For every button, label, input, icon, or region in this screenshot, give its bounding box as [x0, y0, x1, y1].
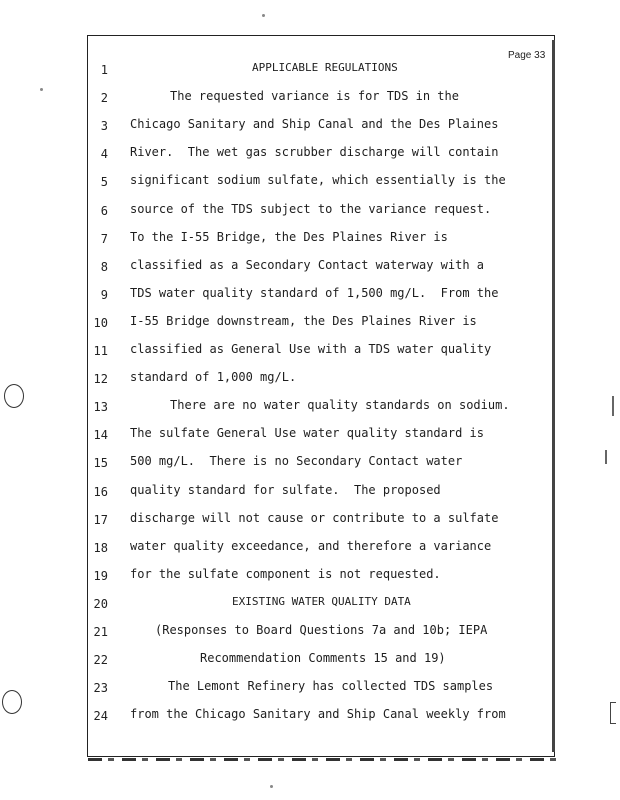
line-text: To the I-55 Bridge, the Des Plaines River is	[130, 229, 448, 244]
transcript-line	[0, 338, 620, 366]
line-number: 10	[93, 315, 108, 330]
line-text: standard of 1,000 mg/L.	[130, 370, 297, 385]
line-number: 14	[93, 428, 108, 443]
bottom-rule	[88, 758, 558, 761]
transcript-line	[0, 394, 620, 422]
line-number: 9	[100, 287, 108, 302]
transcript-line	[0, 226, 620, 254]
scan-speck	[270, 785, 273, 788]
line-number: 3	[100, 119, 108, 134]
line-text: I-55 Bridge downstream, the Des Plaines River is	[130, 313, 477, 328]
line-text: EXISTING WATER QUALITY DATA	[232, 594, 411, 608]
transcript-line	[0, 57, 620, 85]
line-number: 1	[100, 63, 108, 77]
line-text: The requested variance is for TDS in the	[170, 89, 459, 104]
scan-tick-mark	[605, 450, 607, 464]
transcript-line	[0, 169, 620, 197]
transcript-line	[0, 647, 620, 675]
transcript-line	[0, 310, 620, 338]
line-number: 15	[93, 456, 108, 471]
transcript-line	[0, 282, 620, 310]
line-text: from the Chicago Sanitary and Ship Canal weekly from	[130, 707, 506, 722]
transcript-line	[0, 591, 620, 619]
scan-bracket-mark	[610, 702, 616, 724]
punch-hole-mark	[2, 690, 22, 714]
scan-tick-mark	[612, 396, 614, 416]
transcript-line	[0, 254, 620, 282]
line-number: 17	[93, 512, 108, 527]
line-text: 500 mg/L. There is no Secondary Contact water	[130, 454, 463, 469]
page-number: Page 33	[508, 50, 546, 61]
line-number: 2	[100, 91, 108, 106]
line-number: 13	[93, 400, 108, 415]
line-number: 18	[93, 540, 108, 555]
transcript-line	[0, 450, 620, 478]
line-number: 21	[93, 625, 108, 639]
line-number: 5	[100, 175, 108, 190]
transcript-line	[0, 85, 620, 113]
line-text: quality standard for sulfate. The proposed	[130, 482, 441, 497]
line-number: 12	[93, 372, 108, 387]
line-text: TDS water quality standard of 1,500 mg/L. From the	[130, 285, 499, 300]
line-number: 8	[100, 259, 108, 274]
transcript-line	[0, 366, 620, 394]
line-text: There are no water quality standards on sodium.	[170, 398, 510, 413]
line-number: 16	[93, 484, 108, 499]
transcript-line	[0, 507, 620, 535]
transcript-line	[0, 141, 620, 169]
transcript-line	[0, 113, 620, 141]
line-number: 19	[93, 568, 108, 583]
line-text: Chicago Sanitary and Ship Canal and the Des Plaines	[130, 117, 499, 132]
line-number: 23	[93, 681, 108, 696]
transcript-line	[0, 198, 620, 226]
transcript-line	[0, 675, 620, 703]
line-text: classified as General Use with a TDS water quality	[130, 342, 492, 356]
line-text: APPLICABLE REGULATIONS	[252, 61, 398, 74]
line-text: discharge will not cause or contribute to a sulfate	[130, 510, 499, 525]
transcript-line	[0, 619, 620, 647]
transcript-line	[0, 703, 620, 731]
line-text: (Responses to Board Questions 7a and 10b; IEPA	[155, 623, 488, 637]
line-number: 24	[93, 709, 108, 724]
line-text: water quality exceedance, and therefore a variance	[130, 538, 492, 553]
line-number: 4	[100, 147, 108, 162]
scan-speck	[40, 88, 43, 91]
transcript-line	[0, 422, 620, 450]
line-text: significant sodium sulfate, which essentially is the	[130, 173, 506, 188]
transcript-line	[0, 479, 620, 507]
transcript-line	[0, 535, 620, 563]
line-number: 6	[100, 203, 108, 218]
punch-hole-mark	[4, 384, 24, 408]
line-text: Recommendation Comments 15 and 19)	[200, 651, 446, 666]
line-number: 11	[93, 344, 108, 358]
line-number: 22	[93, 653, 108, 668]
line-text: The Lemont Refinery has collected TDS samples	[168, 679, 494, 694]
line-text: classified as a Secondary Contact waterway with a	[130, 257, 485, 272]
scan-speck	[262, 14, 265, 17]
line-text: for the sulfate component is not requested.	[130, 566, 441, 581]
line-text: River. The wet gas scrubber discharge will contain	[130, 145, 499, 160]
transcript-line	[0, 563, 620, 591]
line-number: 20	[93, 596, 108, 611]
line-text: The sulfate General Use water quality standard is	[130, 426, 485, 441]
line-text: source of the TDS subject to the variance request.	[130, 201, 492, 216]
line-number: 7	[100, 231, 108, 246]
